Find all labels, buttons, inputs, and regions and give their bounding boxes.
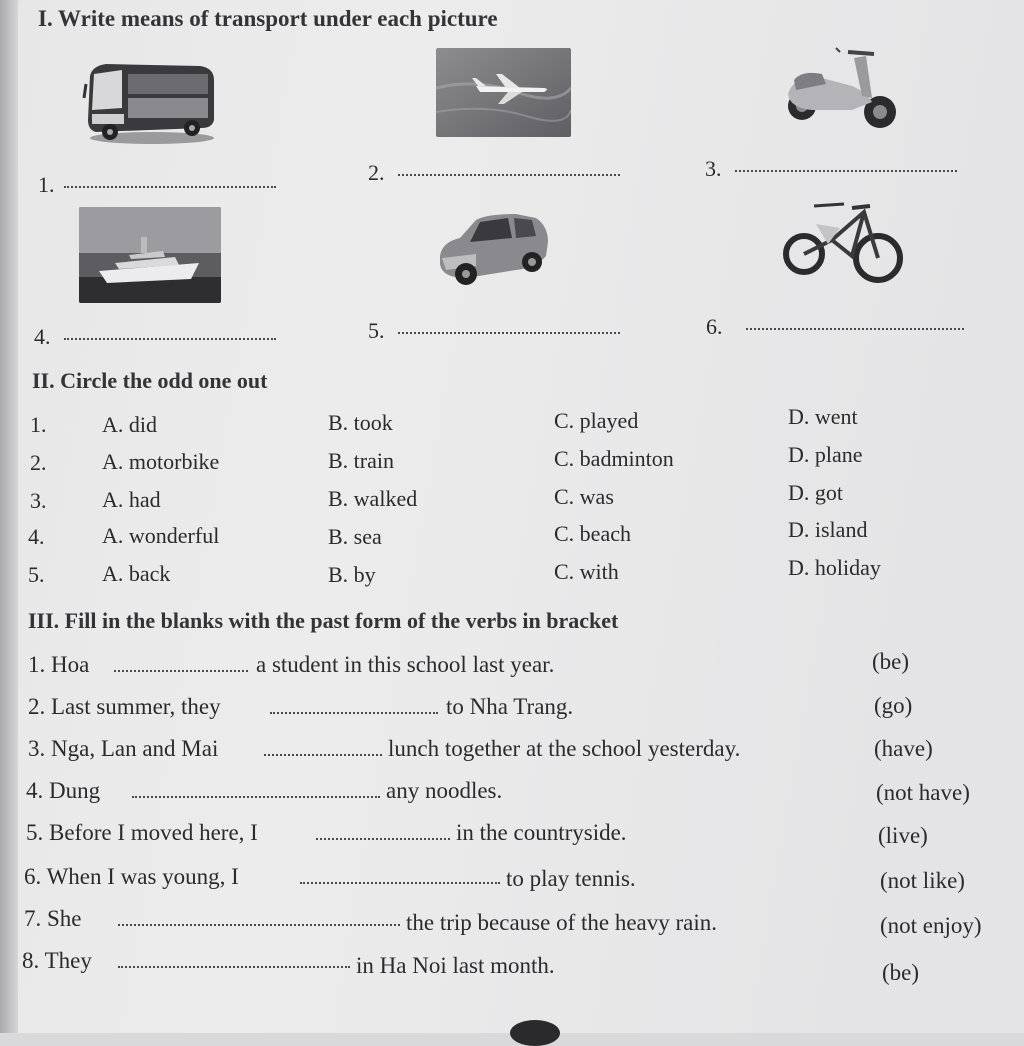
item-number-6: 6. [706, 314, 723, 339]
sentence-end: to play tennis. [506, 866, 636, 891]
sentence-start: 1. Hoa [28, 652, 90, 677]
option-b[interactable]: B. sea [328, 524, 382, 549]
verb-blank[interactable] [264, 740, 382, 756]
option-d[interactable]: D. plane [788, 442, 863, 467]
item-number-2: 2. [368, 160, 385, 185]
verb-blank[interactable] [316, 824, 450, 840]
item-number-5: 5. [368, 318, 385, 343]
sentence-end: a student in this school last year. [256, 652, 555, 677]
option-a[interactable]: A. had [102, 487, 161, 512]
option-a[interactable]: A. did [102, 412, 157, 437]
sentence-end: lunch together at the school yesterday. [388, 736, 741, 761]
row-number: 2. [30, 450, 47, 475]
option-b[interactable]: B. took [328, 410, 393, 435]
answer-blank-2[interactable] [398, 160, 620, 176]
option-c[interactable]: C. with [554, 559, 619, 584]
sentence-start: 3. Nga, Lan and Mai [28, 736, 219, 761]
sentence-start: 8. They [22, 948, 92, 973]
sentence-end: any noodles. [386, 778, 503, 803]
answer-blank-4[interactable] [64, 324, 276, 340]
option-c[interactable]: C. beach [554, 521, 631, 546]
section1-heading: I. Write means of transport under each picture [38, 6, 498, 31]
row-number: 4. [28, 524, 45, 549]
option-c[interactable]: C. was [554, 484, 614, 509]
section2-heading: II. Circle the odd one out [32, 368, 268, 393]
verb-hint: (have) [874, 736, 933, 761]
ship-icon [79, 207, 221, 303]
sentence-end: to Nha Trang. [446, 694, 574, 719]
verb-blank[interactable] [118, 910, 400, 926]
option-d[interactable]: D. holiday [788, 555, 881, 580]
verb-blank[interactable] [300, 868, 500, 884]
option-d[interactable]: D. went [788, 404, 858, 429]
verb-blank[interactable] [114, 656, 248, 672]
bicycle-icon [780, 198, 906, 288]
option-a[interactable]: A. wonderful [102, 523, 220, 548]
verb-blank[interactable] [132, 782, 380, 798]
item-number-4: 4. [34, 324, 51, 349]
bus-icon [82, 58, 218, 146]
verb-hint: (live) [878, 823, 928, 848]
option-b[interactable]: B. walked [328, 486, 418, 511]
option-b[interactable]: B. by [328, 562, 376, 587]
item-number-1: 1. [38, 172, 55, 197]
answer-blank-6[interactable] [746, 314, 964, 330]
option-d[interactable]: D. island [788, 517, 868, 542]
car-icon [436, 208, 552, 290]
row-number: 1. [30, 412, 47, 437]
section3-heading: III. Fill in the blanks with the past form of the verbs in bracket [28, 608, 619, 633]
sentence-end: the trip because of the heavy rain. [406, 910, 718, 935]
verb-hint: (not like) [880, 868, 965, 893]
option-d[interactable]: D. got [788, 480, 843, 505]
option-b[interactable]: B. train [328, 448, 394, 473]
answer-blank-5[interactable] [398, 318, 620, 334]
verb-hint: (not have) [876, 780, 970, 805]
sentence-end: in the countryside. [456, 820, 627, 845]
option-a[interactable]: A. motorbike [102, 449, 220, 474]
answer-blank-1[interactable] [64, 172, 276, 188]
verb-blank[interactable] [270, 698, 438, 714]
verb-hint: (go) [874, 693, 913, 718]
sentence-start: 7. She [24, 906, 82, 931]
item-number-3: 3. [705, 156, 722, 181]
row-number: 5. [28, 562, 45, 587]
motorbike-icon [782, 44, 902, 132]
sentence-start: 5. Before I moved here, I [26, 820, 258, 845]
page-edge-mark [510, 1020, 560, 1046]
sentence-start: 4. Dung [26, 778, 101, 803]
verb-hint: (be) [882, 960, 920, 985]
book-spine-shadow [0, 0, 18, 1033]
verb-hint: (be) [872, 649, 910, 674]
row-number: 3. [30, 488, 47, 513]
sentence-start: 2. Last summer, they [28, 694, 221, 719]
verb-blank[interactable] [118, 952, 350, 968]
answer-blank-3[interactable] [735, 156, 957, 172]
option-c[interactable]: C. played [554, 408, 639, 433]
sentence-start: 6. When I was young, I [24, 864, 239, 889]
option-c[interactable]: C. badminton [554, 446, 674, 471]
verb-hint: (not enjoy) [880, 913, 982, 938]
sentence-end: in Ha Noi last month. [356, 953, 555, 978]
option-a[interactable]: A. back [102, 561, 171, 586]
airplane-icon [436, 48, 571, 137]
